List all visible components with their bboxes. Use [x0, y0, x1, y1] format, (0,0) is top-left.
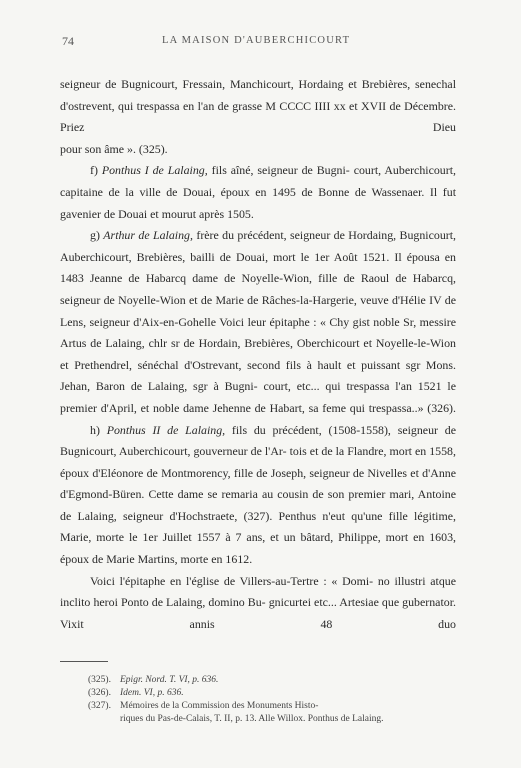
footnote-text: Epigr. Nord. T. VI, p. 636.: [120, 675, 219, 685]
footnote-text: Mémoires de la Commission des Monuments Histo-: [120, 701, 319, 711]
paragraph-f: f) Ponthus I de Lalaing, fils aîné, seigneur de Bugni- court, Auberchicourt, capitaine de la ville de Douai, époux en 1495 de Bonne de Wassenaer. Il fut gavenier de Douai et mourut après 1505.: [60, 163, 456, 221]
footnote-text: Idem. VI, p. 636.: [120, 688, 184, 698]
page-number: 74: [62, 34, 74, 48]
footnote-number: (327).: [88, 701, 111, 711]
running-title: LA MAISON D'AUBERCHICOURT: [162, 35, 351, 46]
entry-label: f): [90, 163, 98, 178]
footnote-continuation: riques du Pas-de-Calais, T. II, p. 13. Alle Willox. Ponthus de Lalaing.: [120, 714, 384, 724]
body-text: [60, 74, 456, 635]
entry-name: Ponthus I de Lalaing,: [101, 163, 208, 178]
paragraph-g: g) Arthur de Lalaing, frère du précédent, seigneur de Hordaing, Bugnicourt, Auberchicourt, Brebières, bailli de Douai, mort le 1er Août 1521. Il épousa en 1483 Jeanne de Habarcq dame de Noyelle-Wion, fille de Raoul de Habarcq, seigneur de Noyelle-Wion et de Marie de Râches-la-Hargerie, veuve d'Hélie IV de Lens, seigneur d'Aix-en-Gohelle Voici leur épitaphe : « Chy gist noble Sr, messire Artus de Lalaing, chlr sr de Hordain, Brebières, Oberchicourt et Noyelle-le-Wion et Prethendrel, sénéchal d'Ostrevant, second fils à hault et puissant sgr Mons. Jehan, Baron de Lalaing, sgr à Bugni- court, etc... qui trespassa l'an 1521 le premier d'April, et noble dame Jehenne de Habart, sa feme qui trespassa..» (326).: [60, 228, 456, 415]
paragraph-continuation: seigneur de Bugnicourt, Fressain, Manchicourt, Hordaing et Brebières, senechal d'ostrevent, qui trespassa en l'an de grasse M CCCC IIII xx et XVII de Décembre. Priez Dieu: [60, 77, 456, 135]
entry-name: Arthur de Lalaing,: [103, 228, 193, 243]
footnote-number: (325).: [88, 675, 111, 685]
entry-name: Ponthus II de Lalaing,: [106, 422, 226, 437]
entry-label: g): [90, 228, 100, 243]
running-header: [62, 34, 461, 50]
footnote: [88, 700, 388, 726]
footnote: [88, 674, 388, 687]
paragraph-continuation-end: pour son âme ». (325).: [60, 141, 168, 156]
paragraph-epitaph: Voici l'épitaphe en l'église de Villers-au-Tertre : « Domi- no illustri atque inclito heroi Ponto de Lalaing, domino Bu- gnicurtei etc... Artesiae que gubernator. Vixit annis 48 duo: [60, 573, 457, 631]
paragraph-h: h) Ponthus II de Lalaing, fils du précédent, (1508-1558), seigneur de Bugnicourt, Auberchicourt, gouverneur de l'Ar- tois et de la Flandre, mort en 1558, époux d'Eléonore de Montmorency, fille de Joseph, seigneur de Nivelles et d'Anne d'Egmond-Büren. Cette dame se remaria au cousin de son premier mari, Antoine de Lalaing, seigneur d'Hochstraete, (327). Penthus n'eut qu'une fille légitime, Marie, morte le 1er Juillet 1557 à 7 ans, et un bâtard, Philippe, mort en 1603, époux de Marie Martins, morte en 1612.: [60, 422, 456, 567]
footnote-number: (326).: [88, 688, 111, 698]
entry-label: h): [90, 422, 100, 437]
footnote-divider: [60, 661, 108, 662]
footnote: [88, 687, 388, 700]
footnotes: [88, 674, 388, 726]
